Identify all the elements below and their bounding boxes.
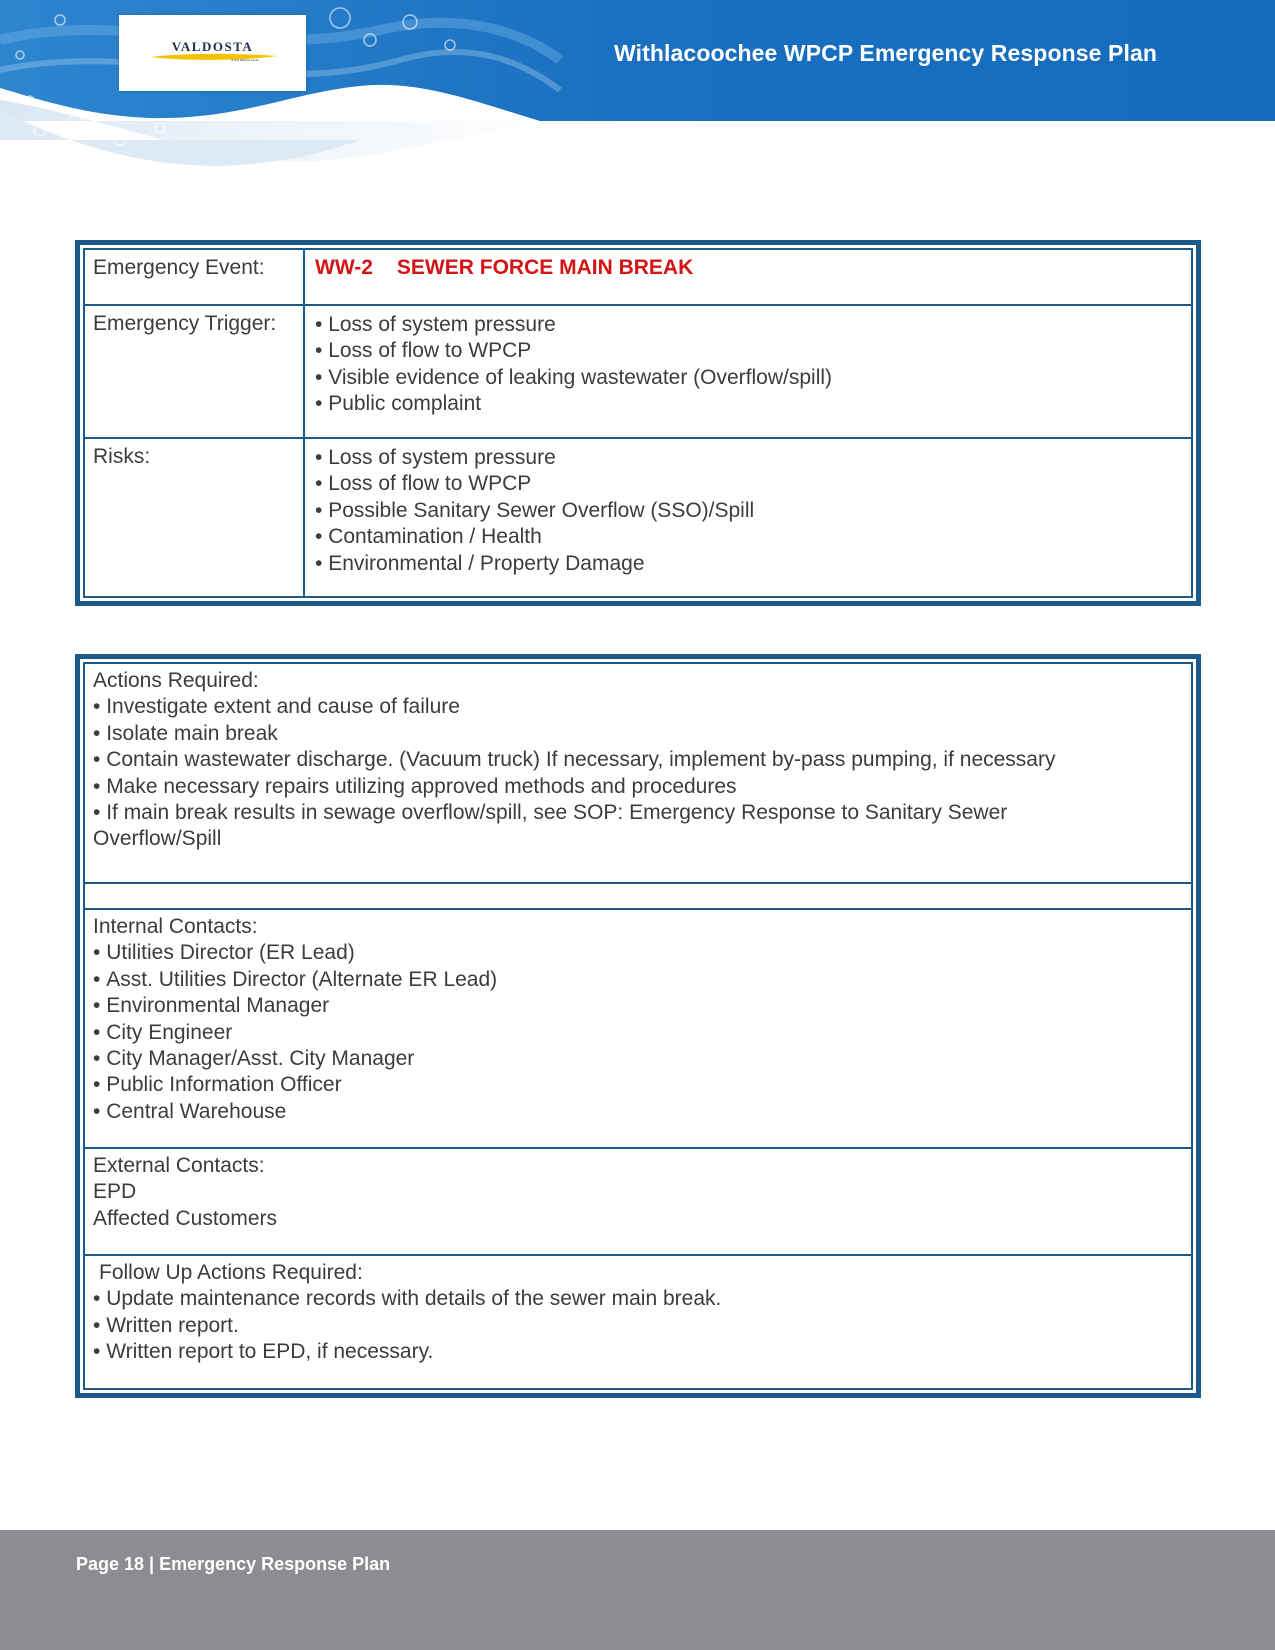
valdosta-logo: [119, 15, 306, 91]
page-header: [0, 0, 1275, 175]
list-item: • Environmental / Property Damage: [315, 551, 1181, 577]
internal-contacts-cell: [85, 910, 1191, 1147]
followup-label: Follow Up Actions Required:: [99, 1261, 363, 1284]
external-contacts-label: External Contacts:: [93, 1154, 265, 1177]
page-number-label: Page 18 | Emergency Response Plan: [76, 1554, 391, 1574]
event-title: [315, 256, 693, 279]
followup-cell: [85, 1256, 1191, 1388]
logo-text: VALDOSTA: [171, 39, 254, 54]
list-item: • Utilities Director (ER Lead): [93, 940, 1183, 966]
list-item: • Investigate extent and cause of failure: [93, 694, 1183, 720]
list-item: • Loss of flow to WPCP: [315, 338, 1181, 364]
document-title: Withlacoochee WPCP Emergency Response Plan: [614, 40, 1157, 66]
list-item: Affected Customers: [93, 1206, 278, 1230]
list-item: • Loss of flow to WPCP: [315, 471, 1181, 497]
external-contacts-row: [85, 1147, 1191, 1254]
list-item: • Possible Sanitary Sewer Overflow (SSO)/Spill: [315, 498, 1181, 524]
event-row: [85, 250, 1191, 304]
risks-label: Risks:: [85, 439, 305, 596]
risks-row: [85, 437, 1191, 596]
list-item: • Written report.: [93, 1313, 1183, 1339]
list-item: • Public Information Officer: [93, 1072, 1183, 1098]
list-item: • Update maintenance records with details of the sewer main break.: [93, 1286, 1183, 1312]
followup-list: [93, 1286, 1183, 1365]
list-item: • Asst. Utilities Director (Alternate ER Lead): [93, 967, 1183, 993]
actions-row: [85, 664, 1191, 882]
list-item: • Contain wastewater discharge. (Vacuum truck) If necessary, implement by-pass pumping, if necessary: [93, 747, 1183, 773]
list-item: • Isolate main break: [93, 721, 1183, 747]
spacer-row: [85, 882, 1191, 908]
list-item: • If main break results in sewage overflow/spill, see SOP: Emergency Response to Sanitary Sewer Overflow/Spill: [93, 800, 1183, 853]
event-table: [75, 240, 1201, 606]
actions-cell: [85, 664, 1191, 882]
list-item: • Make necessary repairs utilizing approved methods and procedures: [93, 774, 1183, 800]
list-item: • Environmental Manager: [93, 993, 1183, 1019]
internal-contacts-row: [85, 908, 1191, 1147]
event-label: Emergency Event:: [85, 250, 305, 304]
trigger-value: [305, 306, 1191, 437]
list-item: • City Engineer: [93, 1020, 1183, 1046]
list-item: • Visible evidence of leaking wastewater (Overflow/spill): [315, 365, 1181, 391]
followup-row: [85, 1254, 1191, 1388]
actions-label: Actions Required:: [93, 669, 259, 692]
trigger-row: [85, 304, 1191, 437]
response-table: [75, 654, 1201, 1398]
list-item: • Loss of system pressure: [315, 445, 1181, 471]
list-item: • Public complaint: [315, 391, 1181, 417]
risks-list: [315, 445, 1181, 577]
list-item: • Contamination / Health: [315, 524, 1181, 550]
internal-contacts-label: Internal Contacts:: [93, 915, 258, 938]
trigger-list: [315, 312, 1181, 418]
logo-tagline: A City Without Limits: [231, 58, 259, 62]
page-footer: [0, 1530, 1275, 1650]
list-item: • Central Warehouse: [93, 1099, 1183, 1125]
event-value: [305, 250, 1191, 304]
internal-contacts-list: [93, 940, 1183, 1125]
list-item: • Written report to EPD, if necessary.: [93, 1339, 1183, 1365]
list-item: EPD: [93, 1180, 137, 1204]
external-contacts-cell: [85, 1149, 1191, 1254]
actions-list: [93, 694, 1183, 852]
list-item: • City Manager/Asst. City Manager: [93, 1046, 1183, 1072]
event-code: WW-2: [315, 256, 373, 279]
event-name: SEWER FORCE MAIN BREAK: [396, 256, 694, 279]
risks-value: [305, 439, 1191, 596]
list-item: • Loss of system pressure: [315, 312, 1181, 338]
trigger-label: Emergency Trigger:: [85, 306, 305, 437]
